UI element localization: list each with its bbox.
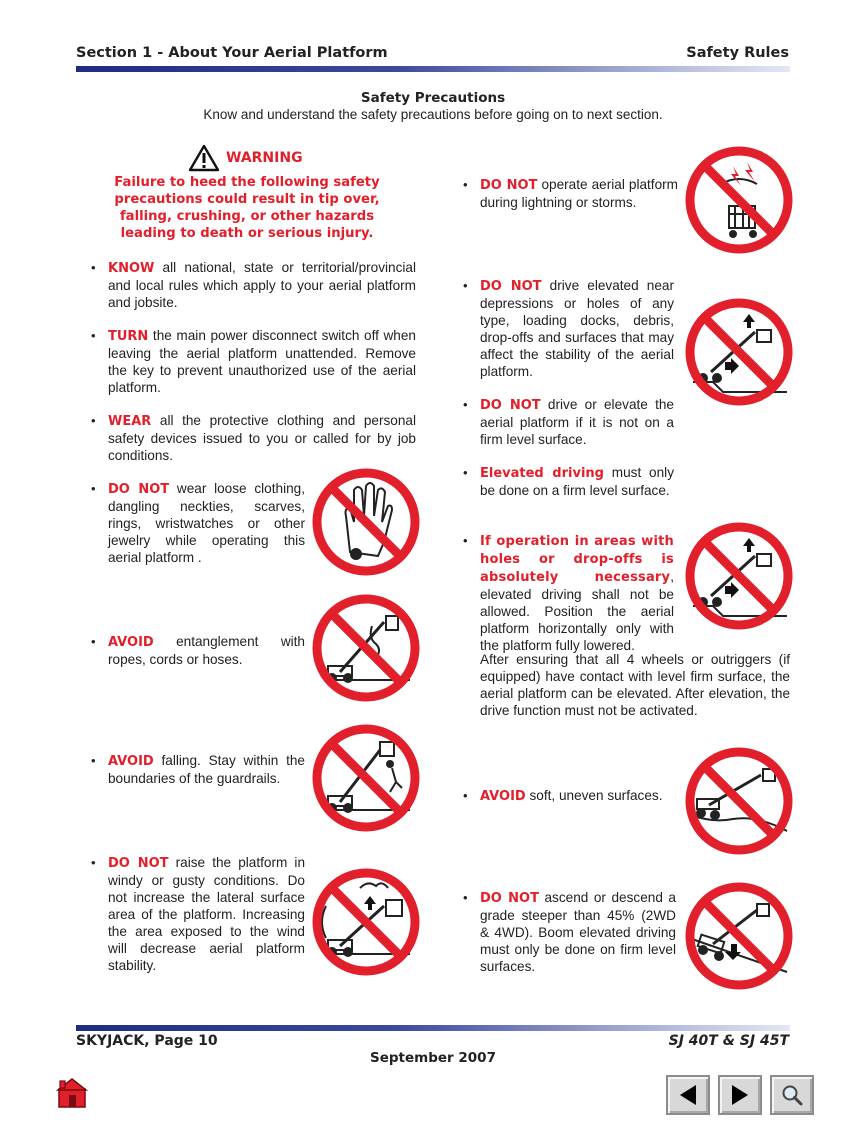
rule-text: drive or elevate the aerial platform if it is not on a firm level surface. xyxy=(480,397,674,447)
footer-band xyxy=(76,1025,790,1031)
rule-keyword: TURN xyxy=(108,329,149,344)
rule-loose-clothing: • DO NOT wear loose clothing, dangling neckties, scarves, rings, wristwatches or other jewelry while operating this aerial platform . xyxy=(91,481,305,565)
search-button[interactable] xyxy=(770,1075,814,1115)
rule-know: • KNOW all national, state or territorial/provincial and local rules which apply to your aerial platform and jobsite. xyxy=(91,260,416,310)
rule-elevated-driving: • Elevated driving must only be done on a firm level surface. xyxy=(463,465,674,498)
rule-keyword: AVOID xyxy=(480,789,526,804)
rule-depressions: • DO NOT drive elevated near depressions or holes of any type, loading docks, debris, drop-offs and surfaces that may affect the stability of the aerial platform. xyxy=(463,278,674,379)
home-icon xyxy=(56,1077,88,1109)
rule-keyword: DO NOT xyxy=(480,178,538,193)
rule-text: the main power disconnect switch off when leaving the aerial platform unattended. Remove the key to prevent unauthorized use of the aerial platform. xyxy=(108,328,416,395)
header-band xyxy=(76,66,790,72)
page-title: Safety Precautions xyxy=(360,90,506,106)
rule-entanglement: • AVOID entanglement with ropes, cords or hoses. xyxy=(91,634,305,667)
rule-soft-surfaces: • AVOID soft, uneven surfaces. xyxy=(463,788,663,804)
rule-text: all the protective clothing and personal safety devices issued to you or called for by job conditions. xyxy=(108,413,416,463)
rule-keyword: DO NOT xyxy=(480,891,539,906)
rule-wear: • WEAR all the protective clothing and personal safety devices issued to you or called for by job conditions. xyxy=(91,413,416,463)
section-header: Section 1 - About Your Aerial Platform xyxy=(76,45,388,61)
rule-keyword: Elevated driving xyxy=(480,466,604,481)
rule-text: drive elevated near depressions or holes of any type, loading docks, debris, drop-offs and surfaces that may affect the stability of the aerial platform. xyxy=(480,278,674,379)
rule-text: , elevated driving shall not be allowed. Position the aerial platform horizontally only with the platform fully lowered. xyxy=(480,569,674,653)
rule-keyword: AVOID xyxy=(108,635,154,650)
rule-turn: • TURN the main power disconnect switch off when leaving the aerial platform unattended. Remove the key to prevent unauthorized use of the aerial platform. xyxy=(91,328,416,395)
rule-falling: • AVOID falling. Stay within the boundaries of the guardrails. xyxy=(91,753,305,786)
rule-text: operate aerial platform during lightning or storms. xyxy=(480,177,678,210)
rule-keyword: DO NOT xyxy=(108,482,170,497)
rule-drop-offs-extra: After ensuring that all 4 wheels or outriggers (if equipped) have contact with level firm surface, the aerial platform can be elevated. After elevation, the drive function must not be activated. xyxy=(480,652,790,718)
page-subtitle: Know and understand the safety precautions before going on to next section. xyxy=(203,107,663,122)
footer-model: SJ 40T & SJ 45T xyxy=(668,1033,789,1049)
rule-keyword: DO NOT xyxy=(108,856,169,871)
no-wind-sign xyxy=(310,866,422,978)
footer-date: September 2007 xyxy=(370,1050,496,1066)
prev-page-button[interactable] xyxy=(666,1075,710,1115)
rule-text: raise the platform in windy or gusty conditions. Do not increase the lateral surface area of the platform. Increasing the area exposed to the wind will decrease aerial platform stability. xyxy=(108,855,306,973)
triangle-left-icon xyxy=(678,1084,698,1106)
no-drive-near-depressions-sign xyxy=(683,296,795,408)
rule-firm-surface: • DO NOT drive or elevate the aerial platform if it is not on a firm level surface. xyxy=(463,397,674,447)
rule-wind: • DO NOT raise the platform in windy or gusty conditions. Do not increase the lateral surface area of the platform. Increasing the area exposed to the wind will decrease aerial platform stability. xyxy=(91,855,306,973)
footer-page: SKYJACK, Page 10 xyxy=(76,1033,218,1049)
home-button[interactable] xyxy=(56,1077,88,1109)
rule-text: soft, uneven surfaces. xyxy=(525,788,663,803)
triangle-right-icon xyxy=(730,1084,750,1106)
rule-text: wear loose clothing, dangling neckties, scarves, rings, wristwatches or other jewelry while operating this aerial platform . xyxy=(108,481,305,565)
no-soft-surfaces-sign xyxy=(683,745,795,857)
no-lightning-sign xyxy=(683,144,795,256)
rule-text: falling. Stay within the boundaries of the guardrails. xyxy=(108,753,305,786)
no-steep-grade-sign xyxy=(683,880,795,992)
no-entanglement-sign xyxy=(310,592,422,704)
no-falling-sign xyxy=(310,722,422,834)
rule-text: all national, state or territorial/provincial and local rules which apply to your aerial platform and jobsite. xyxy=(108,260,416,310)
rule-keyword: DO NOT xyxy=(480,279,542,294)
warning-triangle-icon xyxy=(188,144,220,172)
rule-text: entanglement with ropes, cords or hoses. xyxy=(108,634,305,667)
rule-keyword: AVOID xyxy=(108,754,154,769)
rule-keyword: If operation in areas with holes or drop-offs is absolutely necessary xyxy=(480,534,674,585)
rule-keyword: DO NOT xyxy=(480,398,541,413)
next-page-button[interactable] xyxy=(718,1075,762,1115)
no-loose-clothing-sign xyxy=(310,466,422,578)
rule-text: ascend or descend a grade steeper than 45% (2WD & 4WD). Boom elevated driving must only be done on firm level surfaces. xyxy=(480,890,676,974)
warning-heading xyxy=(188,143,303,173)
topic-header: Safety Rules xyxy=(686,45,789,61)
no-drive-drop-offs-sign xyxy=(683,520,795,632)
rule-grade: • DO NOT ascend or descend a grade steeper than 45% (2WD & 4WD). Boom elevated driving must only be done on firm level surfaces. xyxy=(463,890,676,974)
rule-lightning: • DO NOT operate aerial platform during lightning or storms. xyxy=(463,177,678,210)
warning-label: WARNING xyxy=(226,150,303,166)
rule-keyword: WEAR xyxy=(108,414,152,429)
magnifier-icon xyxy=(780,1083,804,1107)
rule-text: must only be done on a firm level surface. xyxy=(480,465,674,498)
rule-drop-offs: • If operation in areas with holes or drop-offs is absolutely necessary, elevated driving shall not be allowed. Position the aerial platform horizontally only with the platform fully lowered. xyxy=(463,533,674,653)
rule-keyword: KNOW xyxy=(108,261,155,276)
warning-text: Failure to heed the following safety precautions could result in tip over, falling, crushing, or other hazards leading to death or serious injury. xyxy=(114,175,380,241)
